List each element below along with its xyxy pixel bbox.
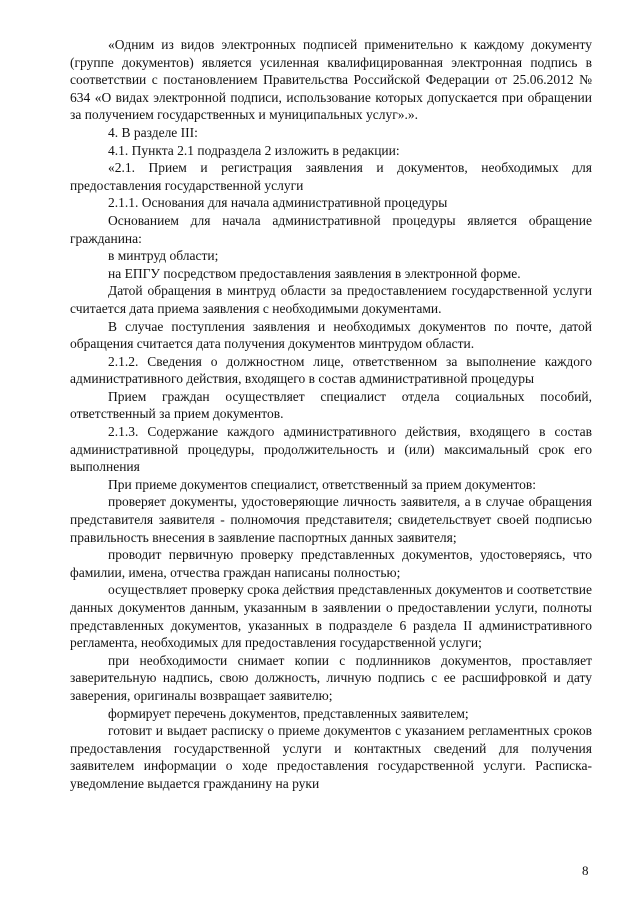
paragraph-11: 2.1.2. Сведения о должностном лице, ответственном за выполнение каждого административного действия, входящего в состав административной процедуры	[70, 353, 592, 387]
paragraph-20: готовит и выдает расписку о приеме документов с указанием регламентных сроков предоставления государственной услуги и контактных сведений для получения заявителем информации о ходе предоставления государственной услуги. Расписка-уведомление выдается гражданину на руки	[70, 723, 592, 791]
paragraph-2: 4. В разделе III:	[108, 124, 198, 140]
paragraph-12: Прием граждан осуществляет специалист отдела социальных пособий, ответственный за прием документов.	[70, 388, 592, 422]
paragraph-13: 2.1.3. Содержание каждого административного действия, входящего в состав административной процедуры, продолжительность и (или) максимальный срок его выполнения	[70, 424, 592, 475]
paragraph-16: проводит первичную проверку представленных документов, удостоверяясь, что фамилии, имена, отчества граждан написаны полностью;	[70, 547, 592, 580]
page-number: 8	[582, 863, 589, 878]
paragraph-9: Датой обращения в минтруд области за предоставлением государственной услуги считается дата приема заявления с необходимыми документами.	[70, 283, 592, 316]
paragraph-14: При приеме документов специалист, ответственный за прием документов:	[108, 476, 536, 492]
paragraph-4: «2.1. Прием и регистрация заявления и документов, необходимых для предоставления государственной услуги	[70, 160, 592, 193]
paragraph-15: проверяет документы, удостоверяющие личность заявителя, а в случае обращения представителя заявителя - полномочия представителя; свидетельствует своей подписью правильность внесения в заявление паспортных данных заявителя;	[70, 494, 592, 545]
paragraph-18: при необходимости снимает копии с подлинников документов, проставляет заверительную надпись, свою должность, личную подпись с ее расшифровкой и дату заверения, оригиналы возвращает заявителю;	[70, 652, 592, 703]
paragraph-17: осуществляет проверку срока действия представленных документов и соответствие данных документов данным, указанным в заявлении о предоставлении услуги, полноты представленных документов, указанных в подразделе 6 раздела II административного регламента, необходимых для предоставления государственной услуги;	[70, 582, 592, 651]
paragraph-5: 2.1.1. Основания для начала административной процедуры	[108, 195, 448, 211]
paragraph-19: формирует перечень документов, представленных заявителем;	[108, 705, 469, 721]
body-text	[70, 36, 592, 793]
paragraph-1: «Одним из видов электронных подписей применительно к каждому документу (группе документов) является усиленная квалифицированная электронная подпись в соответствии с постановлением Правительства Российской Федерации от 25.06.2012 № 634 «О видах электронной подписи, использование которых допускается при обращении за получением государственных и муниципальных услуг».».	[70, 37, 592, 123]
paragraph-10: В случае поступления заявления и необходимых документов по почте, датой обращения считается дата получения документов минтрудом области.	[70, 318, 592, 352]
paragraph-7: в минтруд области;	[108, 248, 219, 264]
paragraph-8: на ЕПГУ посредством предоставления заявления в электронной форме.	[108, 265, 521, 281]
paragraph-6: Основанием для начала административной процедуры является обращение гражданина:	[70, 212, 592, 246]
paragraph-3: 4.1. Пункта 2.1 подраздела 2 изложить в редакции:	[108, 142, 400, 158]
